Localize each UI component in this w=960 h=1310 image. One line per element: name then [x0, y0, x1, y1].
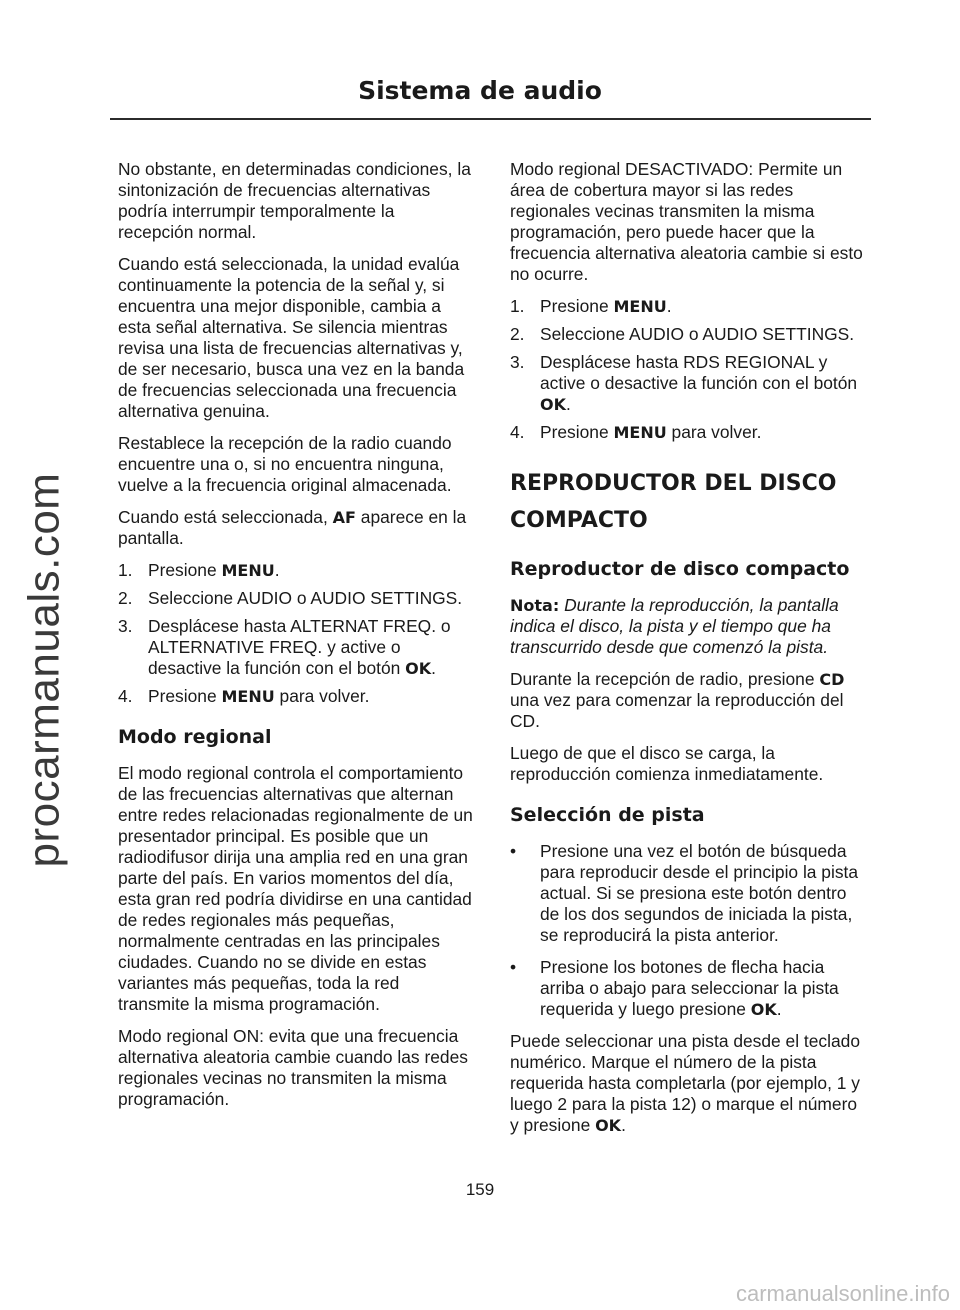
- steps-list-af: [118, 560, 474, 707]
- header-divider: [110, 118, 871, 120]
- list-item: 1. Presione MENU.: [118, 560, 280, 580]
- bullet-icon: •: [510, 957, 517, 977]
- cd-keyword: CD: [819, 670, 845, 689]
- section-heading-modo-regional: Modo regional: [118, 726, 272, 748]
- subsection-heading-reproductor: Reproductor de disco compacto: [510, 558, 850, 580]
- af-keyword: AF: [332, 508, 356, 527]
- bullet-item: • Presione los botones de flecha hacia arriba o abajo para seleccionar la pista requerida y luego presione OK.: [510, 957, 839, 1019]
- page-title: Sistema de audio: [358, 76, 602, 105]
- page-number: 159: [465, 1180, 495, 1199]
- list-item: 3. Desplácese hasta ALTERNAT FREQ. o ALTERNATIVE FREQ. y active o desactive la función con el botón OK.: [118, 616, 451, 678]
- steps-list-regional: [510, 296, 866, 443]
- right-column: [510, 159, 866, 1147]
- list-item: 4. Presione MENU para volver.: [510, 422, 762, 442]
- note-label: Nota:: [510, 596, 560, 615]
- side-watermark-text: procarmanuals.com: [19, 472, 68, 868]
- side-watermark: [14, 472, 74, 868]
- paragraph: Luego de que el disco se carga, la reproducción comienza inmediatamente.: [510, 743, 824, 784]
- bottom-watermark: carmanualsonline.info: [735, 1281, 950, 1306]
- paragraph: Cuando está seleccionada, AF aparece en la pantalla.: [118, 507, 467, 548]
- paragraph: Modo regional DESACTIVADO: Permite un área de cobertura mayor si las redes regionales vecinas transmiten la misma programación, pero puede hacer que la frecuencia alternativa aleatoria cambie si esto no ocurre.: [510, 159, 863, 284]
- subsection-heading-seleccion-pista: Selección de pista: [510, 804, 705, 826]
- paragraph: Modo regional ON: evita que una frecuencia alternativa aleatoria cambie cuando las redes regionales vecinas no transmiten la misma programación.: [118, 1026, 468, 1109]
- left-column: [118, 159, 474, 1121]
- section-heading-reproductor-cd: REPRODUCTOR DEL DISCO COMPACTO: [510, 471, 837, 533]
- paragraph: Puede seleccionar una pista desde el teclado numérico. Marque el número de la pista requerida hasta completarla (por ejemplo, 1 y luego 2 para la pista 12) o marque el número y presione OK.: [510, 1031, 860, 1135]
- bullet-item: • Presione una vez el botón de búsqueda para reproducir desde el principio la pista actual. Si se presiona este botón dentro de los dos segundos de iniciada la pista, se reproducirá la pista anterior.: [510, 841, 859, 945]
- bullet-icon: •: [510, 841, 517, 861]
- paragraph: Cuando está seleccionada, la unidad evalúa continuamente la potencia de la señal y, si encuentra una mejor disponible, cambia a esta señal alternativa. Se silencia mientras revisa una lista de frecuencias alternativas y, de ser necesario, busca una vez en la banda de frecuencias seleccionada una frecuencia alternativa genuina.: [118, 254, 465, 421]
- paragraph: Durante la recepción de radio, presione CD una vez para comenzar la reproducción del CD.: [510, 669, 845, 731]
- list-item: 4. Presione MENU para volver.: [118, 686, 370, 706]
- note-paragraph: Nota: Durante la reproducción, la pantalla indica el disco, la pista y el tiempo que ha transcurrido desde que comenzó la pista.: [510, 595, 839, 657]
- list-item: 2. Seleccione AUDIO o AUDIO SETTINGS.: [510, 324, 855, 344]
- list-item: 1. Presione MENU.: [510, 296, 672, 316]
- list-item: 2. Seleccione AUDIO o AUDIO SETTINGS.: [118, 588, 463, 608]
- paragraph: El modo regional controla el comportamiento de las frecuencias alternativas que alternan entre redes relacionadas regionalmente de un presentador principal. Es posible que un radiodifusor dirija una amplia red en una gran parte del país. En varios momentos del día, esta gran red podría dividirse en una cantidad de redes regionales más pequeñas, normalmente centradas en las principales ciudades. Cuando no se divide en estas variantes más pequeñas, toda la red transmite la misma programación.: [118, 763, 473, 1014]
- list-item: 3. Desplácese hasta RDS REGIONAL y active o desactive la función con el botón OK.: [510, 352, 858, 414]
- paragraph: No obstante, en determinadas condiciones, la sintonización de frecuencias alternativas podría interrumpir temporalmente la recepción normal.: [118, 159, 471, 242]
- paragraph: Restablece la recepción de la radio cuando encuentre una o, si no encuentra ninguna, vuelve a la frecuencia original almacenada.: [118, 433, 452, 495]
